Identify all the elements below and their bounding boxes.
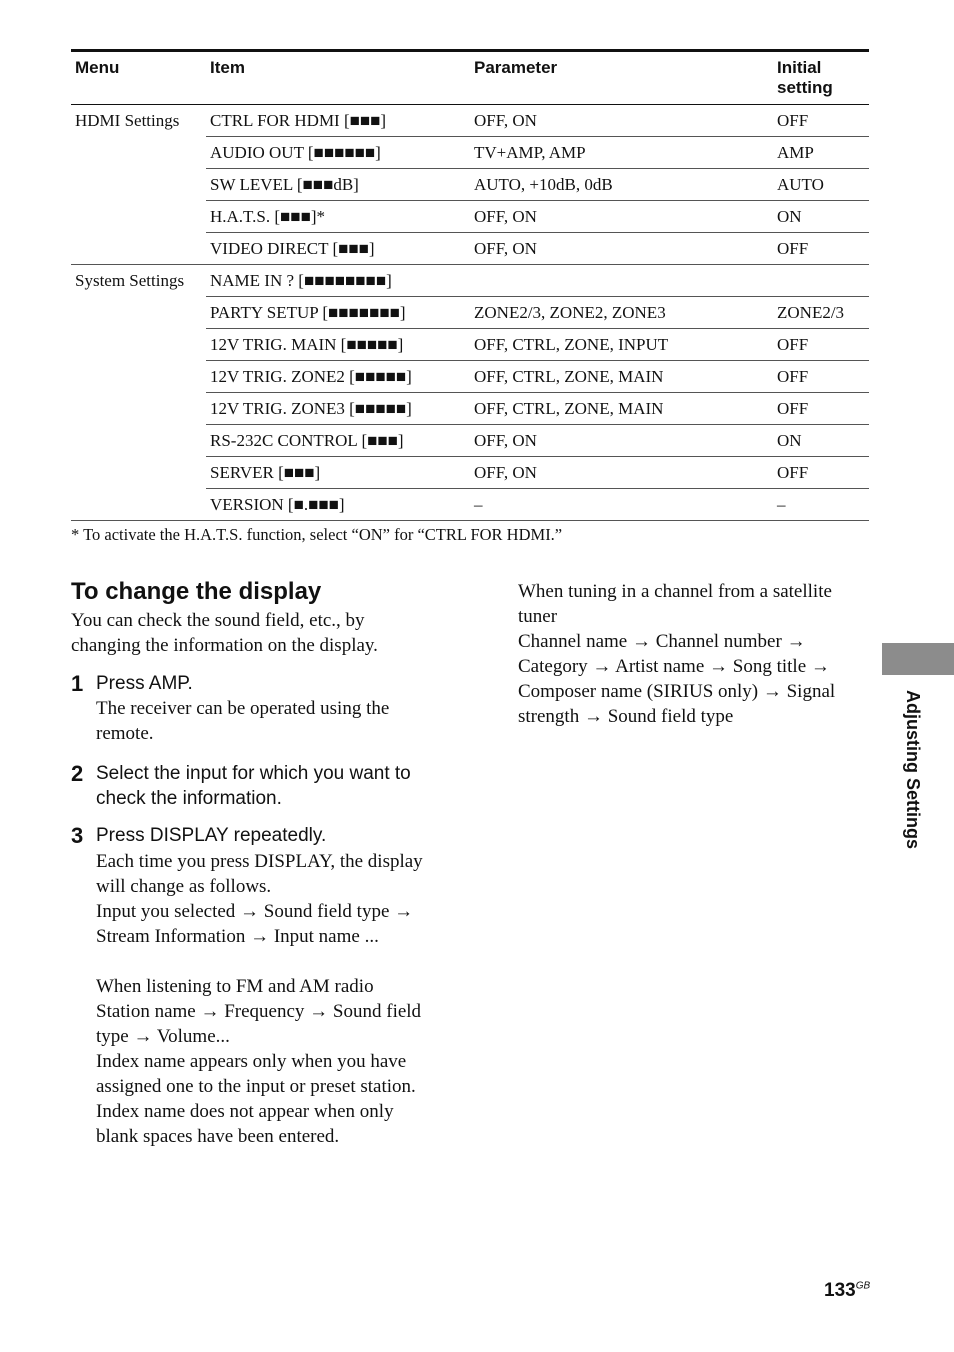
step-body-line: remote. <box>96 723 154 744</box>
cell-initial: OFF <box>773 233 869 265</box>
table-row <box>71 265 869 297</box>
step-body-line: will change as follows. <box>96 876 272 897</box>
cell-menu: System Settings <box>71 265 206 521</box>
intro-line: You can check the sound field, etc., by <box>71 610 365 631</box>
table-body <box>71 105 869 521</box>
cell-item: H.A.T.S. [■■■]* <box>206 201 470 233</box>
cell-item: NAME IN ? [■■■■■■■■] <box>206 265 470 297</box>
right-column-line: Category → Artist name → Song title → <box>518 656 830 677</box>
step-body-line: Index name does not appear when only <box>96 1101 394 1122</box>
cell-item: 12V TRIG. MAIN [■■■■■] <box>206 329 470 361</box>
cell-item: 12V TRIG. ZONE3 [■■■■■] <box>206 393 470 425</box>
right-column-line: When tuning in a channel from a satellite <box>518 581 832 602</box>
step-heading <box>96 671 451 696</box>
section-tab-marker <box>882 643 954 675</box>
cell-item: PARTY SETUP [■■■■■■■] <box>206 297 470 329</box>
step-number: 1 <box>71 671 84 696</box>
step-heading <box>96 823 451 848</box>
cell-initial: AMP <box>773 137 869 169</box>
cell-parameter: OFF, ON <box>470 201 773 233</box>
cell-item: RS-232C CONTROL [■■■] <box>206 425 470 457</box>
cell-item: CTRL FOR HDMI [■■■] <box>206 105 470 137</box>
header-parameter: Parameter <box>470 51 773 105</box>
right-column-line: strength → Sound field type <box>518 706 734 727</box>
cell-initial: OFF <box>773 393 869 425</box>
step-body-line: assigned one to the input or preset station. <box>96 1076 416 1097</box>
step-body <box>96 849 451 1149</box>
step-heading-line: Press DISPLAY repeatedly. <box>96 825 327 846</box>
settings-table <box>71 49 869 521</box>
section-title: To change the display <box>71 578 322 605</box>
cell-parameter: OFF, ON <box>470 425 773 457</box>
cell-initial: OFF <box>773 457 869 489</box>
step-body-line: type → Volume... <box>96 1026 230 1047</box>
header-menu: Menu <box>71 51 206 105</box>
cell-parameter: OFF, CTRL, ZONE, MAIN <box>470 393 773 425</box>
step-body-line: Stream Information → Input name ... <box>96 926 379 947</box>
step-heading <box>96 761 451 811</box>
step-number: 3 <box>71 823 84 848</box>
cell-parameter: OFF, CTRL, ZONE, INPUT <box>470 329 773 361</box>
step-body-line: Station name → Frequency → Sound field <box>96 1001 422 1022</box>
cell-item: VERSION [■.■■■] <box>206 489 470 521</box>
cell-item: SW LEVEL [■■■dB] <box>206 169 470 201</box>
cell-parameter: AUTO, +10dB, 0dB <box>470 169 773 201</box>
footnote: * To activate the H.A.T.S. function, select “ON” for “CTRL FOR HDMI.” <box>71 525 563 544</box>
cell-initial: OFF <box>773 361 869 393</box>
cell-item: VIDEO DIRECT [■■■] <box>206 233 470 265</box>
cell-item: AUDIO OUT [■■■■■■] <box>206 137 470 169</box>
cell-parameter: OFF, ON <box>470 457 773 489</box>
table-row <box>71 105 869 137</box>
cell-initial: OFF <box>773 105 869 137</box>
cell-parameter: OFF, CTRL, ZONE, MAIN <box>470 361 773 393</box>
page-number <box>824 1280 870 1302</box>
cell-initial: ON <box>773 201 869 233</box>
page-number-value: 133 <box>824 1280 856 1301</box>
right-column-line: Composer name (SIRIUS only) → Signal <box>518 681 836 702</box>
table-header-row <box>71 51 869 105</box>
cell-item: 12V TRIG. ZONE2 [■■■■■] <box>206 361 470 393</box>
section-tab-label: Adjusting Settings <box>903 690 923 849</box>
cell-parameter: ZONE2/3, ZONE2, ZONE3 <box>470 297 773 329</box>
step-body-line: blank spaces have been entered. <box>96 1126 340 1147</box>
cell-initial: AUTO <box>773 169 869 201</box>
right-column-line: Channel name → Channel number → <box>518 631 806 652</box>
cell-parameter <box>470 265 773 297</box>
step-body <box>96 696 451 746</box>
cell-parameter: OFF, ON <box>470 105 773 137</box>
step-body-line: Each time you press DISPLAY, the display <box>96 851 423 872</box>
cell-parameter: – <box>470 489 773 521</box>
cell-parameter: OFF, ON <box>470 233 773 265</box>
step-body-line: The receiver can be operated using the <box>96 698 390 719</box>
cell-initial: ZONE2/3 <box>773 297 869 329</box>
header-initial-setting: Initial setting <box>773 51 869 105</box>
header-item: Item <box>206 51 470 105</box>
right-column-line: tuner <box>518 606 558 627</box>
cell-initial <box>773 265 869 297</box>
step-body-line: When listening to FM and AM radio <box>96 976 374 997</box>
cell-initial: – <box>773 489 869 521</box>
step-heading-line: Press AMP. <box>96 673 193 694</box>
step-number: 2 <box>71 761 84 786</box>
intro-text <box>71 608 431 658</box>
step-body-line <box>96 949 451 974</box>
cell-menu: HDMI Settings <box>71 105 206 265</box>
cell-initial: OFF <box>773 329 869 361</box>
step-heading-line: check the information. <box>96 788 282 809</box>
step-body-line: Index name appears only when you have <box>96 1051 407 1072</box>
step-body-line: Input you selected → Sound field type → <box>96 901 414 922</box>
satellite-tuner-info <box>518 579 868 729</box>
step-heading-line: Select the input for which you want to <box>96 763 411 784</box>
cell-item: SERVER [■■■] <box>206 457 470 489</box>
cell-initial: ON <box>773 425 869 457</box>
cell-parameter: TV+AMP, AMP <box>470 137 773 169</box>
intro-line: changing the information on the display. <box>71 635 378 656</box>
page-number-suffix: GB <box>855 1280 871 1292</box>
